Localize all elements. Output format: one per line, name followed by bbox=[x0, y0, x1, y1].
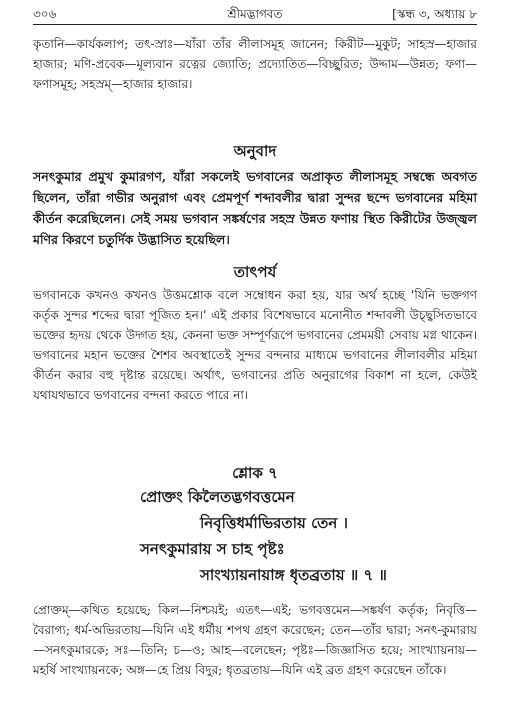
verse-line-1: প্রোক্তং কিলৈতদ্ভগবত্তমেন bbox=[140, 488, 295, 506]
page-number: ৩০৬ bbox=[33, 7, 57, 21]
purport-text: ভগবানকে কখনও কখনও উত্তমশ্লোক বলে সম্বোধন করা হয়, যার অর্থ হচ্ছে 'যিনি ভক্তগণ কর্তৃক সুন্দর শব্দের দ্বারা পূজিত হন।' এই প্রকার বিশেষভাবে মনোনীত শব্দাবলী উচ্ছ্বসিতভাবে ভক্তের হৃদয় থেকে উদ্গত হয়, কেননা ভক্ত সম্পূর্ণরূপে ভগবানের প্রেমময়ী সেবায় মগ্ন থাকেন। ভগবানের মহান ভক্তের শৈশব অবস্থাতেই সুন্দর বন্দনার মাধ্যমে ভগবানের লীলাবলীর মহিমা কীর্তন করার বহু দৃষ্টান্ত রয়েছে। অর্থাৎ, ভগবানের প্রতি অনুরাগের বিকাশ না হলে, কেউই যথাযথভাবে ভগবানের বন্দনা করতে পারে না। bbox=[33, 288, 477, 402]
translation-heading: অনুবাদ bbox=[233, 142, 277, 160]
word-meanings-top: কৃতানি—কার্যকলাপ; তৎ-স্রাঃ—যাঁরা তাঁর লীলাসমূহ জানেন; কিরীট—মুকুট; সাহস্র—হাজার হাজার; মণি-প্রবেক—মূল্যবান রত্নের জ্যোতি; প্রদ্যোতিত—বিচ্ছুরিত; উদ্দাম—উন্নত; ফণা—ফণাসমূহ; সহস্রম্—হাজার হাজার। bbox=[33, 37, 477, 91]
page-header bbox=[33, 6, 477, 25]
verse-line-4: সাংখ্যায়নায়াঙ্গ ধৃতব্রতায় ॥ ৭ ॥ bbox=[200, 566, 387, 584]
word-meanings-bottom: প্রোক্তম্—কথিত হয়েছে; কিল—নিশ্চয়ই; এতৎ—এই; ভগবত্তমেন—সঙ্কর্ষণ কর্তৃক; নিবৃত্তি—বৈরাগ্য; ধর্ম-অভিরতায়—যিনি এই ধর্মীয় শপথ গ্রহণ করেছেন; তেন—তাঁর দ্বারা; সনৎ-কুমারায়—সনৎকুমারকে; সঃ—তিনি; চ—ও; আহ—বলেছেন; পৃষ্টঃ—জিজ্ঞাসিত হয়ে; সাংখ্যায়নায়—মহর্ষি সাংখ্যায়নকে; অঙ্গ—হে প্রিয় বিদুর; ধৃতব্রতায়—যিনি এই ব্রত গ্রহণ করেছেন তাঁকে। bbox=[33, 603, 477, 677]
verse-number-heading: শ্লোক ৭ bbox=[232, 464, 278, 482]
translation-text: সনৎকুমার প্রমুখ কুমারগণ, যাঁরা সকলেই ভগবানের অপ্রাকৃত লীলাসমূহ সম্বন্ধে অবগত ছিলেন, তাঁরা গভীর অনুরাগ এবং প্রেমপূর্ণ শব্দাবলীর দ্বারা সুন্দর ছন্দে ভগবানের মহিমা কীর্তন করেছিলেন। সেই সময় ভগবান সঙ্কর্ষণের সহস্র উন্নত ফণায় স্থিত কিরীটের উজ্জ্বল মণির কিরণে চতুর্দিক উদ্ভাসিত হয়েছিল। bbox=[33, 169, 477, 247]
book-title: শ্রীমদ্ভাগবত bbox=[227, 7, 283, 21]
verse-line-3: সনৎকুমারায় স চাহ পৃষ্টঃ bbox=[140, 540, 285, 558]
section-reference: [স্কন্ধ ৩, অধ্যায় ৮ bbox=[392, 7, 477, 21]
purport-heading: তাৎপর্য bbox=[233, 263, 277, 281]
verse-line-2: নিবৃত্তিধর্মাভিরতায় তেন । bbox=[200, 514, 348, 532]
